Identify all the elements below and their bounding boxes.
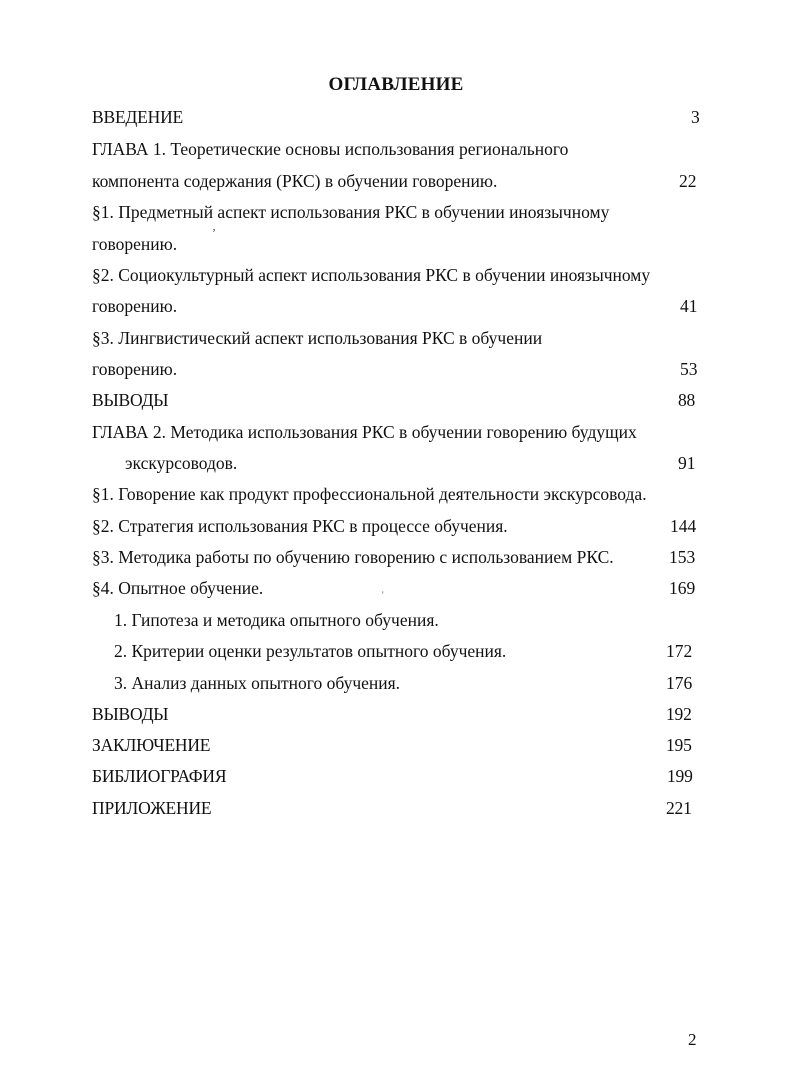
- toc-entry-text: ГЛАВА 1. Теоретические основы использования регионального: [92, 139, 569, 159]
- toc-entry-text: ГЛАВА 2. Методика использования РКС в обучении говорению будущих: [92, 422, 637, 442]
- toc-entry-page: 53: [680, 359, 698, 379]
- toc-entry-text: 3. Анализ данных опытного обучения.: [114, 673, 401, 693]
- toc-entry-page: 153: [669, 547, 696, 567]
- toc-entry-page: 169: [669, 578, 696, 598]
- toc-entry-page: 221: [666, 798, 692, 818]
- toc-entry-text: §1. Предметный аспект использования РКС в обучении иноязычному: [92, 202, 610, 222]
- toc-entry-page: 144: [670, 516, 697, 536]
- toc-entry-text: §4. Опытное обучение.: [92, 578, 264, 598]
- toc-entry-text: ВВЕДЕНИЕ: [92, 107, 184, 127]
- page-number: 2: [688, 1030, 697, 1049]
- toc-entry-page: 172: [666, 641, 693, 661]
- toc-entry-page: 176: [666, 673, 693, 693]
- toc-entry-page: 91: [678, 453, 696, 473]
- toc-entry-text: БИБЛИОГРАФИЯ: [92, 766, 227, 786]
- toc-entry-text: §2. Социокультурный аспект использования РКС в обучении иноязычному: [92, 265, 651, 285]
- toc-title: ОГЛАВЛЕНИЕ: [328, 74, 464, 95]
- toc-entry-text: §3. Методика работы по обучению говорению с использованием РКС.: [92, 547, 614, 567]
- toc-entry-page: 41: [680, 296, 698, 316]
- stray-mark: ': [382, 590, 384, 600]
- toc-entry-page: 22: [679, 171, 697, 191]
- toc-entry-text: §1. Говорение как продукт профессиональной деятельности экскурсовода.: [92, 484, 647, 504]
- toc-entry-text: §3. Лингвистический аспект использования РКС в обучении: [92, 328, 543, 348]
- toc-entry-text: 1. Гипотеза и методика опытного обучения.: [114, 610, 439, 630]
- toc-entry-text: говорению.: [92, 234, 178, 254]
- toc-entry-text: ВЫВОДЫ: [92, 704, 169, 724]
- toc-entry-text: говорению.: [92, 359, 178, 379]
- toc-entry-text: компонента содержания (РКС) в обучении говорению.: [92, 171, 498, 191]
- toc-entry-text: ЗАКЛЮЧЕНИЕ: [92, 735, 211, 755]
- toc-entry-text: ВЫВОДЫ: [92, 390, 169, 410]
- stray-mark: ʼ: [212, 226, 216, 240]
- toc-entry-text: 2. Критерии оценки результатов опытного обучения.: [114, 641, 507, 661]
- toc-entry-page: 88: [678, 390, 696, 410]
- toc-entry-text: §2. Стратегия использования РКС в процессе обучения.: [92, 516, 508, 536]
- toc-entry-text: экскурсоводов.: [125, 453, 238, 473]
- toc-entry-text: говорению.: [92, 296, 178, 316]
- toc-entry-page: 199: [667, 766, 693, 786]
- toc-entry-page: 192: [666, 704, 692, 724]
- toc-entry-page: 3: [691, 107, 700, 127]
- toc-entry-page: 195: [666, 735, 692, 755]
- toc-entry-text: ПРИЛОЖЕНИЕ: [92, 798, 212, 818]
